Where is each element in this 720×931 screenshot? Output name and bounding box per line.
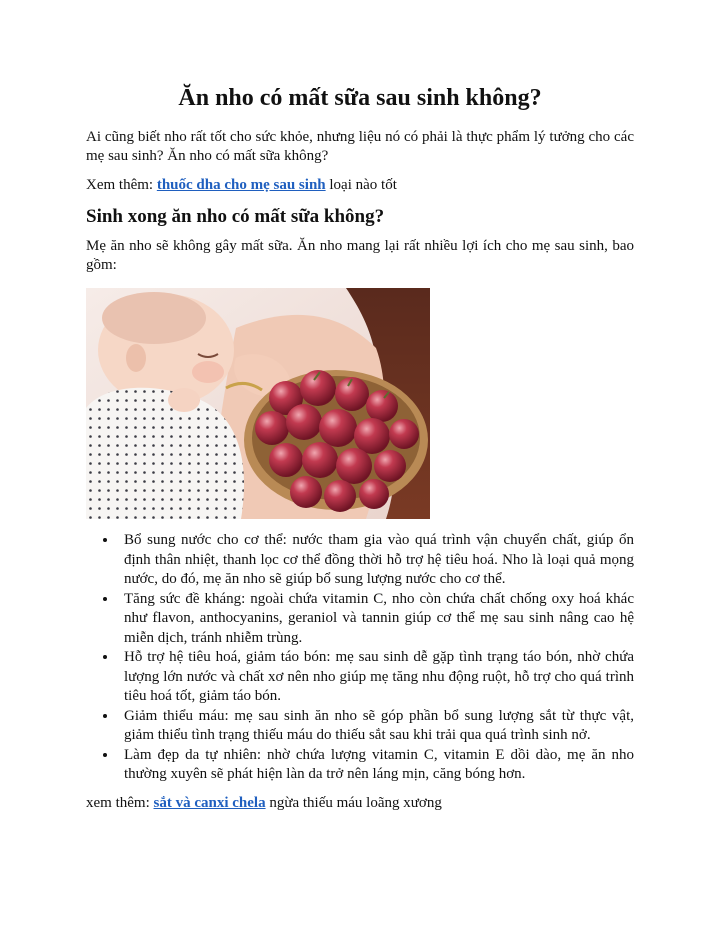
intro-paragraph: Ai cũng biết nho rất tốt cho sức khỏe, nhưng liệu nó có phải là thực phẩm lý tưởng cho các mẹ sau sinh? Ăn nho có mất sữa không? (86, 129, 634, 164)
see-also-suffix: loại nào tốt (325, 177, 397, 193)
see-also-suffix: ngừa thiếu máu loãng xương (265, 794, 442, 811)
section-heading: Sinh xong ăn nho có mất sữa không? (86, 206, 385, 227)
see-also-prefix: xem thêm: (86, 794, 154, 811)
see-also-line-2 (86, 794, 634, 813)
benefits-list (86, 531, 634, 785)
iron-calcium-link[interactable]: sắt và canxi chela (153, 794, 266, 811)
mother-baby-grapes-photo (86, 288, 430, 519)
see-also-line-1 (86, 176, 634, 195)
document-page (86, 84, 634, 813)
list-item: • Bổ sung nước cho cơ thể: nước tham gia vào quá trình vận chuyển chất, giúp ổn định thân nhiệt, thanh lọc cơ thể đồng thời hỗ trợ hệ tiêu hoá. Nho là loại quả mọng nước, do đó, mẹ ăn nho sẽ giúp bổ sung lượng nước cho cơ thể. (118, 531, 634, 590)
list-item: • Hỗ trợ hệ tiêu hoá, giảm táo bón: mẹ sau sinh dễ gặp tình trạng táo bón, nhờ chứa lượng lớn nước và chất xơ nên nho giúp mẹ tăng nhu động ruột, hỗ trợ cho quá trình tiêu hoá tốt, giảm táo bón. (118, 648, 634, 707)
see-also-prefix: Xem thêm: (86, 177, 157, 193)
list-item: • Giảm thiểu máu: mẹ sau sinh ăn nho sẽ góp phần bổ sung lượng sắt từ thực vật, giảm thiểu tình trạng thiếu máu do thiếu sắt sau khi trải qua quá trình sinh nở. (118, 707, 634, 746)
page-title: Ăn nho có mất sữa sau sinh không? (178, 85, 542, 111)
section-intro: Mẹ ăn nho sẽ không gây mất sữa. Ăn nho mang lại rất nhiều lợi ích cho mẹ sau sinh, bao gồm: (86, 238, 634, 273)
list-item: • Làm đẹp da tự nhiên: nhờ chứa lượng vitamin C, vitamin E dồi dào, mẹ ăn nho thường xuyên sẽ phát hiện làn da trở nên láng mịn, căng bóng hơn. (118, 746, 634, 785)
dha-product-link[interactable]: thuốc dha cho mẹ sau sinh (156, 177, 326, 193)
list-item: • Tăng sức đề kháng: ngoài chứa vitamin C, nho còn chứa chất chống oxy hoá khác như flavon, anthocyanins, geraniol và tannin giúp cơ thể mẹ sau sinh nâng cao hệ miễn dịch, tránh nhiễm trùng. (118, 590, 634, 649)
